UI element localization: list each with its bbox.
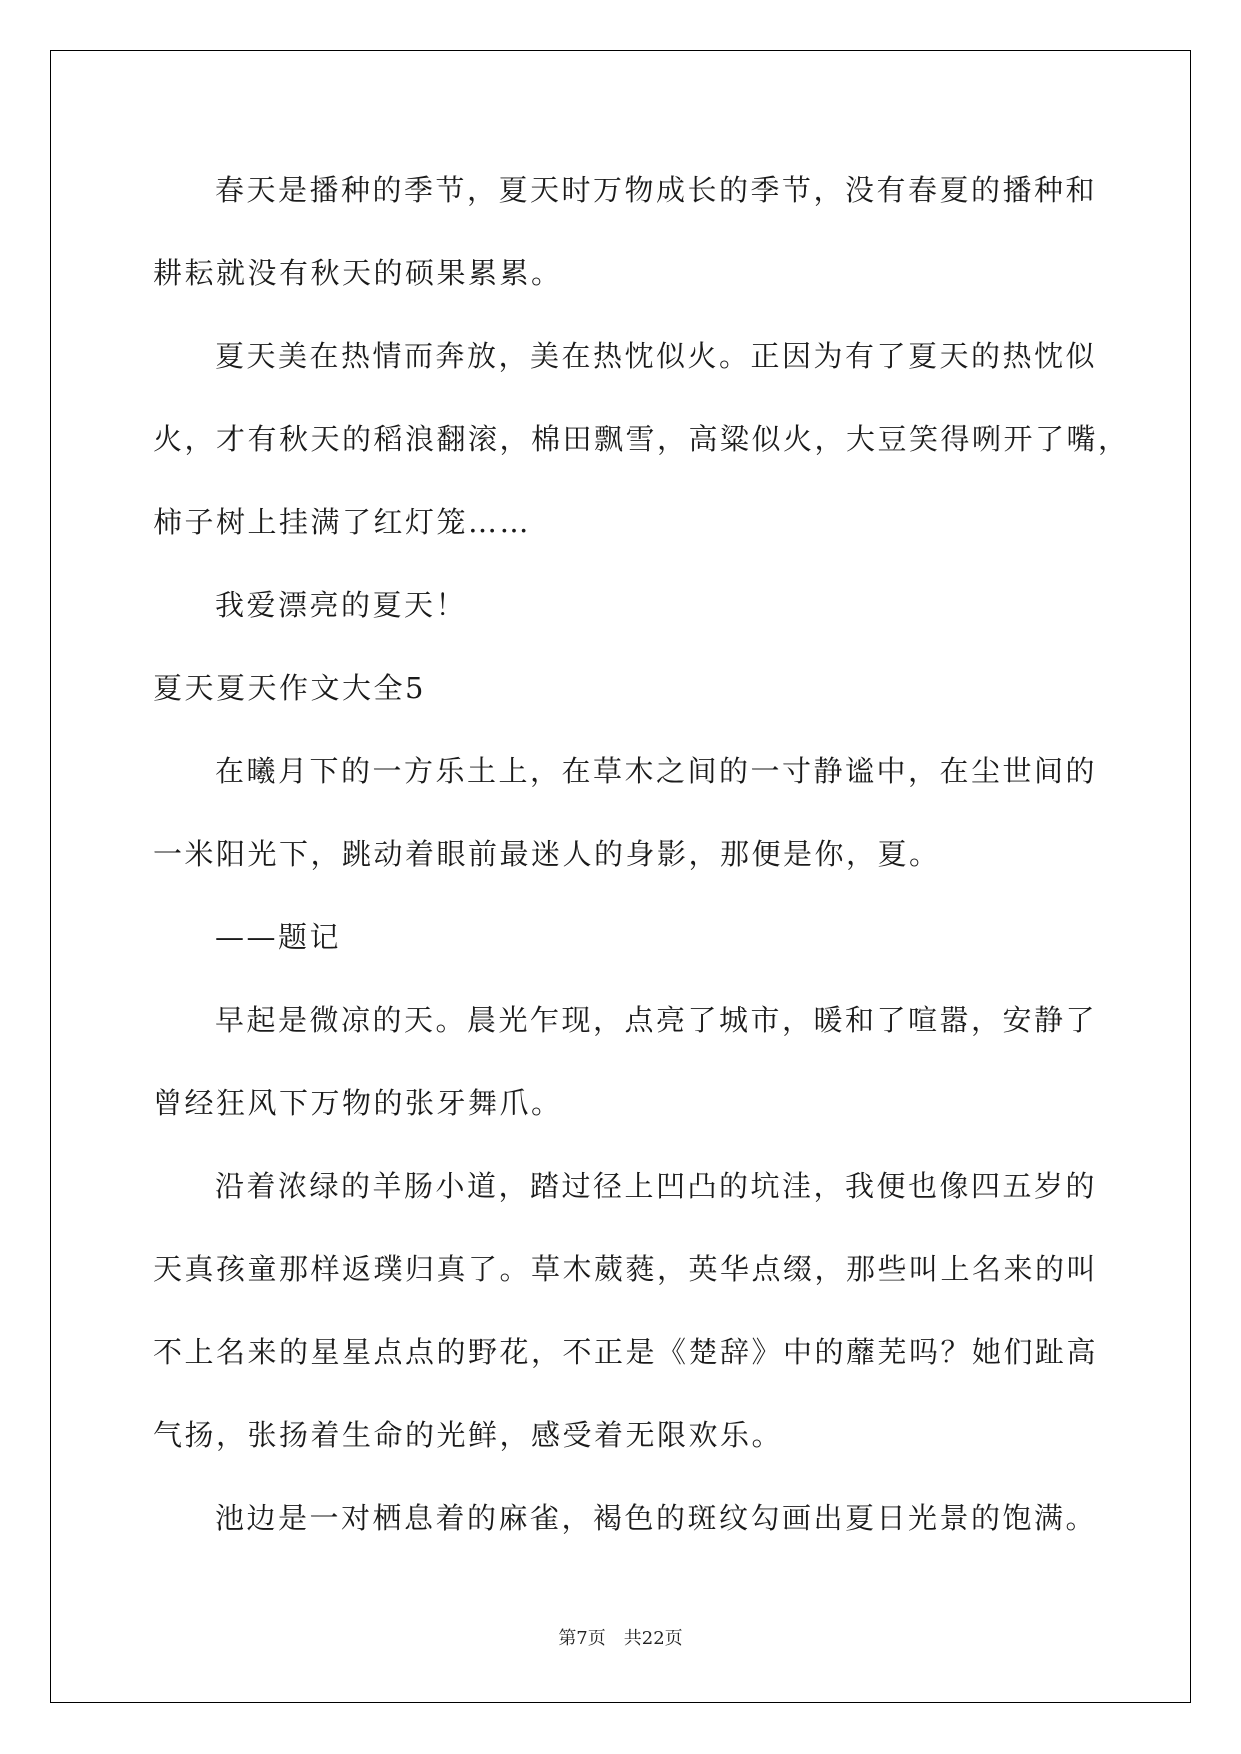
paragraph-line: 池边是一对栖息着的麻雀，褐色的斑纹勾画出夏日光景的饱满。: [215, 1501, 1098, 1535]
paragraph-line: 夏天美在热情而奔放，美在热忱似火。正因为有了夏天的热忱似: [215, 339, 1098, 373]
page-footer: [0, 1624, 1241, 1650]
paragraph-line: 早起是微凉的天。晨光乍现，点亮了城市，暖和了喧嚣，安静了: [215, 1003, 1098, 1037]
paragraph-line: 气扬，张扬着生命的光鲜，感受着无限欢乐。: [153, 1418, 784, 1452]
paragraph-line: 耕耘就没有秋天的硕果累累。: [153, 256, 563, 290]
paragraph-line: 曾经狂风下万物的张牙舞爪。: [153, 1086, 563, 1120]
paragraph-line: 一米阳光下，跳动着眼前最迷人的身影，那便是你，夏。: [153, 837, 941, 871]
paragraph-line: 沿着浓绿的羊肠小道，踏过径上凹凸的坑洼，我便也像四五岁的: [215, 1169, 1098, 1203]
paragraph-line: 不上名来的星星点点的野花，不正是《楚辞》中的蘼芜吗？她们趾高: [153, 1335, 1099, 1369]
page-number: 第7页: [558, 1628, 606, 1649]
paragraph-line: 柿子树上挂满了红灯笼……: [153, 505, 532, 539]
section-heading: 夏天夏天作文大全5: [153, 671, 426, 705]
paragraph-line: 火，才有秋天的稻浪翻滚，棉田飘雪，高粱似火，大豆笑得咧开了嘴，: [153, 422, 1130, 456]
page-total: 共22页: [623, 1628, 683, 1649]
paragraph-line: 我爱漂亮的夏天！: [215, 588, 468, 622]
paragraph-line: 在曦月下的一方乐土上，在草木之间的一寸静谧中，在尘世间的: [215, 754, 1098, 788]
epigraph-attribution: ——题记: [215, 920, 342, 954]
paragraph-line: 天真孩童那样返璞归真了。草木葳蕤，英华点缀，那些叫上名来的叫: [153, 1252, 1099, 1286]
document-body: [153, 160, 1130, 1571]
paragraph-line: 春天是播种的季节，夏天时万物成长的季节，没有春夏的播种和: [215, 173, 1098, 207]
